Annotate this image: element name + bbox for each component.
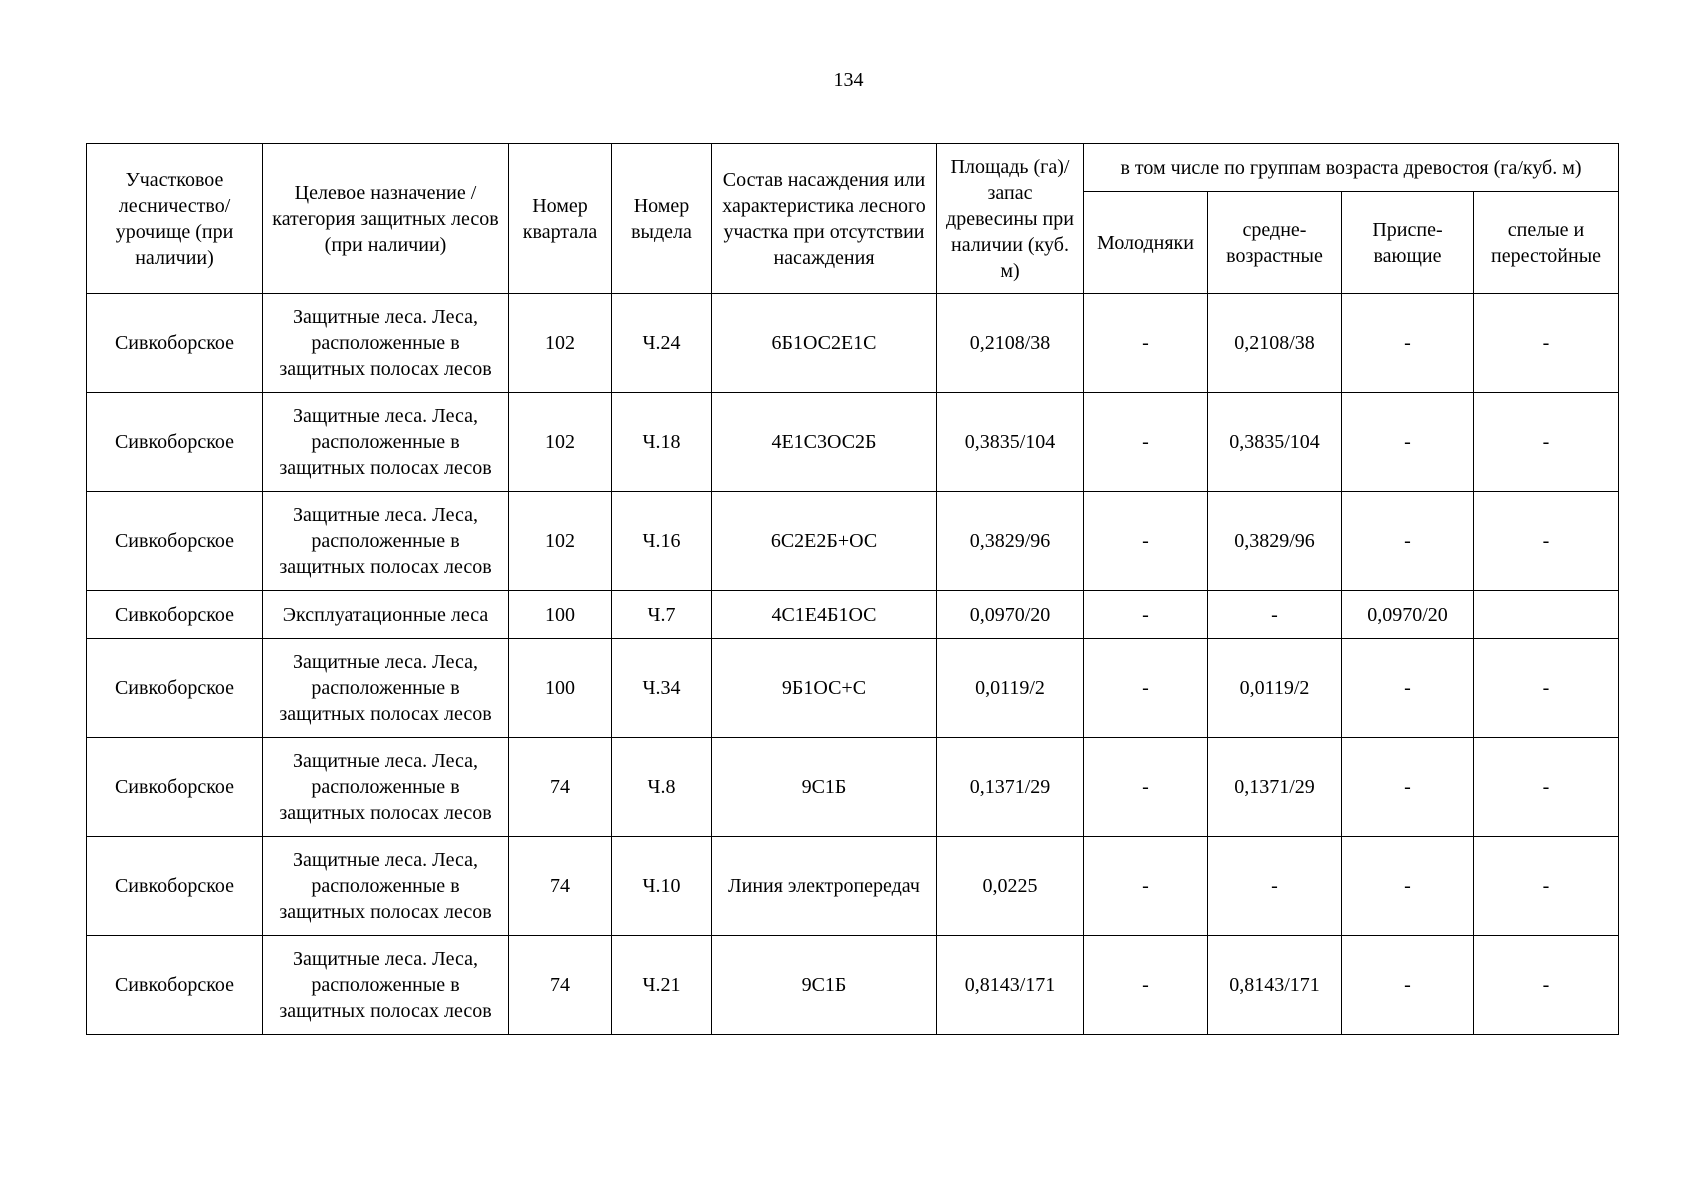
cell-young: - (1084, 639, 1208, 738)
cell-plot: Ч.34 (612, 639, 712, 738)
cell-plot: Ч.18 (612, 393, 712, 492)
cell-area: 0,8143/171 (937, 936, 1084, 1035)
cell-purpose: Защитные леса. Леса, расположенные в защитных полосах лесов (263, 639, 509, 738)
header-row (87, 144, 1619, 192)
cell-plot: Ч.8 (612, 738, 712, 837)
table-row (87, 936, 1619, 1035)
cell-mature: - (1474, 936, 1619, 1035)
table-row (87, 393, 1619, 492)
cell-young: - (1084, 294, 1208, 393)
cell-young: - (1084, 738, 1208, 837)
cell-composition: 4Е1С3ОС2Б (712, 393, 937, 492)
header-young: Молодняки (1084, 192, 1208, 294)
cell-composition: 6С2Е2Б+ОС (712, 492, 937, 591)
cell-middle: 0,3835/104 (1208, 393, 1342, 492)
cell-mature: - (1474, 837, 1619, 936)
header-purpose: Целевое назначение / категория защитных лесов (при наличии) (263, 144, 509, 294)
cell-mature (1474, 591, 1619, 639)
header-quarter: Номер квартала (509, 144, 612, 294)
cell-quarter: 74 (509, 936, 612, 1035)
cell-composition: 4С1Е4Б1ОС (712, 591, 937, 639)
header-maturing: Приспе- вающие (1342, 192, 1474, 294)
cell-maturing: - (1342, 837, 1474, 936)
cell-quarter: 100 (509, 591, 612, 639)
header-plot: Номер выдела (612, 144, 712, 294)
cell-plot: Ч.7 (612, 591, 712, 639)
cell-middle: 0,8143/171 (1208, 936, 1342, 1035)
cell-area: 0,2108/38 (937, 294, 1084, 393)
cell-forestry: Сивкоборское (87, 738, 263, 837)
cell-purpose: Эксплуатационные леса (263, 591, 509, 639)
cell-forestry: Сивкоборское (87, 492, 263, 591)
cell-quarter: 74 (509, 738, 612, 837)
cell-purpose: Защитные леса. Леса, расположенные в защитных полосах лесов (263, 837, 509, 936)
cell-young: - (1084, 591, 1208, 639)
cell-composition: 9Б1ОС+С (712, 639, 937, 738)
cell-plot: Ч.24 (612, 294, 712, 393)
cell-quarter: 100 (509, 639, 612, 738)
cell-maturing: - (1342, 639, 1474, 738)
cell-area: 0,0225 (937, 837, 1084, 936)
cell-forestry: Сивкоборское (87, 294, 263, 393)
cell-composition: 9С1Б (712, 936, 937, 1035)
table-body (87, 294, 1619, 1035)
table-header (87, 144, 1619, 294)
cell-quarter: 102 (509, 492, 612, 591)
cell-quarter: 74 (509, 837, 612, 936)
cell-middle: - (1208, 837, 1342, 936)
cell-middle: 0,1371/29 (1208, 738, 1342, 837)
cell-forestry: Сивкоборское (87, 393, 263, 492)
cell-maturing: - (1342, 738, 1474, 837)
table-row (87, 738, 1619, 837)
cell-young: - (1084, 492, 1208, 591)
cell-forestry: Сивкоборское (87, 837, 263, 936)
cell-composition: Линия электропередач (712, 837, 937, 936)
table-row (87, 639, 1619, 738)
header-age-groups: в том числе по группам возраста древостоя (га/куб. м) (1084, 144, 1619, 192)
cell-composition: 6Б1ОС2Е1С (712, 294, 937, 393)
cell-maturing: - (1342, 936, 1474, 1035)
cell-quarter: 102 (509, 393, 612, 492)
cell-forestry: Сивкоборское (87, 936, 263, 1035)
cell-area: 0,3835/104 (937, 393, 1084, 492)
page-number: 134 (833, 69, 864, 91)
cell-quarter: 102 (509, 294, 612, 393)
cell-middle: 0,3829/96 (1208, 492, 1342, 591)
cell-area: 0,0119/2 (937, 639, 1084, 738)
header-mature: спелые и перестойные (1474, 192, 1619, 294)
cell-young: - (1084, 837, 1208, 936)
cell-plot: Ч.21 (612, 936, 712, 1035)
header-area: Площадь (га)/ запас древесины при наличии (куб. м) (937, 144, 1084, 294)
cell-area: 0,1371/29 (937, 738, 1084, 837)
cell-maturing: 0,0970/20 (1342, 591, 1474, 639)
cell-purpose: Защитные леса. Леса, расположенные в защитных полосах лесов (263, 393, 509, 492)
cell-purpose: Защитные леса. Леса, расположенные в защитных полосах лесов (263, 294, 509, 393)
cell-plot: Ч.10 (612, 837, 712, 936)
cell-young: - (1084, 393, 1208, 492)
cell-mature: - (1474, 294, 1619, 393)
header-middle: средне- возрастные (1208, 192, 1342, 294)
cell-maturing: - (1342, 294, 1474, 393)
cell-area: 0,0970/20 (937, 591, 1084, 639)
cell-area: 0,3829/96 (937, 492, 1084, 591)
cell-purpose: Защитные леса. Леса, расположенные в защитных полосах лесов (263, 492, 509, 591)
cell-middle: - (1208, 591, 1342, 639)
cell-middle: 0,0119/2 (1208, 639, 1342, 738)
cell-forestry: Сивкоборское (87, 639, 263, 738)
cell-mature: - (1474, 639, 1619, 738)
cell-plot: Ч.16 (612, 492, 712, 591)
table-row (87, 837, 1619, 936)
cell-purpose: Защитные леса. Леса, расположенные в защитных полосах лесов (263, 738, 509, 837)
table-row (87, 492, 1619, 591)
cell-mature: - (1474, 393, 1619, 492)
cell-young: - (1084, 936, 1208, 1035)
header-composition: Состав насаждения или характеристика лесного участка при отсутствии насаждения (712, 144, 937, 294)
cell-mature: - (1474, 738, 1619, 837)
header-forestry: Участковое лесничество/ урочище (при наличии) (87, 144, 263, 294)
cell-mature: - (1474, 492, 1619, 591)
table-row (87, 294, 1619, 393)
cell-forestry: Сивкоборское (87, 591, 263, 639)
table-row (87, 591, 1619, 639)
cell-composition: 9С1Б (712, 738, 937, 837)
cell-maturing: - (1342, 492, 1474, 591)
cell-maturing: - (1342, 393, 1474, 492)
cell-purpose: Защитные леса. Леса, расположенные в защитных полосах лесов (263, 936, 509, 1035)
cell-middle: 0,2108/38 (1208, 294, 1342, 393)
forest-plots-table (86, 143, 1619, 1035)
